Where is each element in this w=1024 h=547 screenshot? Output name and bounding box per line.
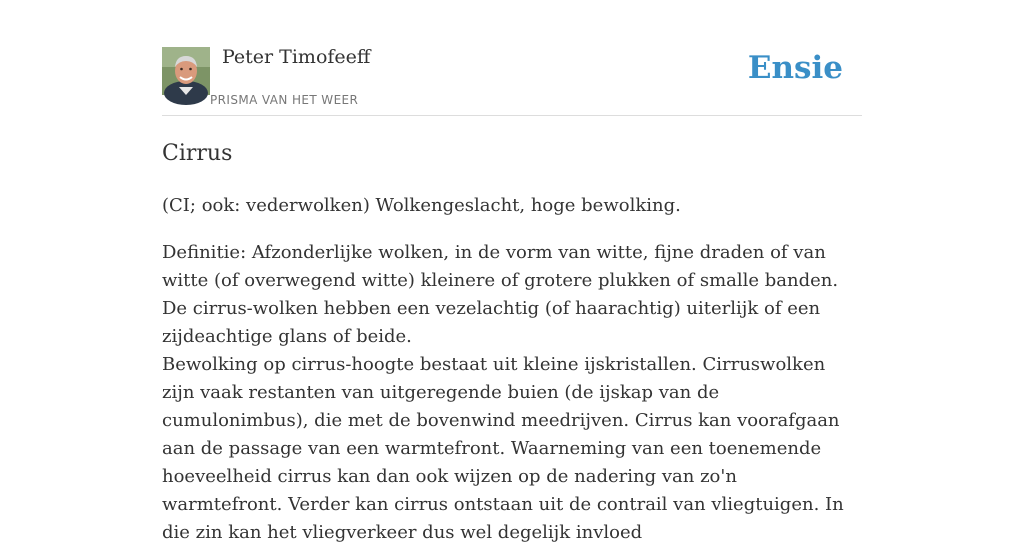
article-definition: Definitie: Afzonderlijke wolken, in de vorm van witte, fijne draden of van witte (of overwegend witte) kleinere of grotere plukken of smalle banden. De cirrus-wolken hebben een vezelachtig (of haarachtig) uiterlijk of een zijdeachtige glans of beide. Bewolking op cirrus-hoogte bestaat uit kleine ijskristallen. Cirruswolken zijn vaak restanten van uitgeregende buien (de ijskap van de cumulonimbus), die met de bovenwind meedrijven. Cirrus kan voorafgaan aan de passage van een warmtefront. Waarneming van een toenemende hoeveelheid cirrus kan dan ook wijzen op de nadering van zo'n warmtefront. Verder kan cirrus ontstaan uit de contrail van vliegtuigen. In die zin kan het vliegverkeer dus wel degelijk invloed (162, 242, 844, 543)
article-summary: (CI; ook: vederwolken) Wolkengeslacht, hoge bewolking. (162, 195, 681, 216)
article (162, 138, 862, 547)
author-portrait-icon (162, 47, 210, 95)
article-title: Cirrus (162, 141, 233, 166)
collection-name[interactable]: PRISMA VAN HET WEER (210, 93, 359, 107)
header-divider (162, 115, 862, 116)
author-name[interactable]: Peter Timofeeff (222, 46, 371, 68)
brand-logo[interactable]: Ensie (747, 50, 843, 86)
header (162, 46, 862, 116)
avatar[interactable] (162, 47, 210, 95)
